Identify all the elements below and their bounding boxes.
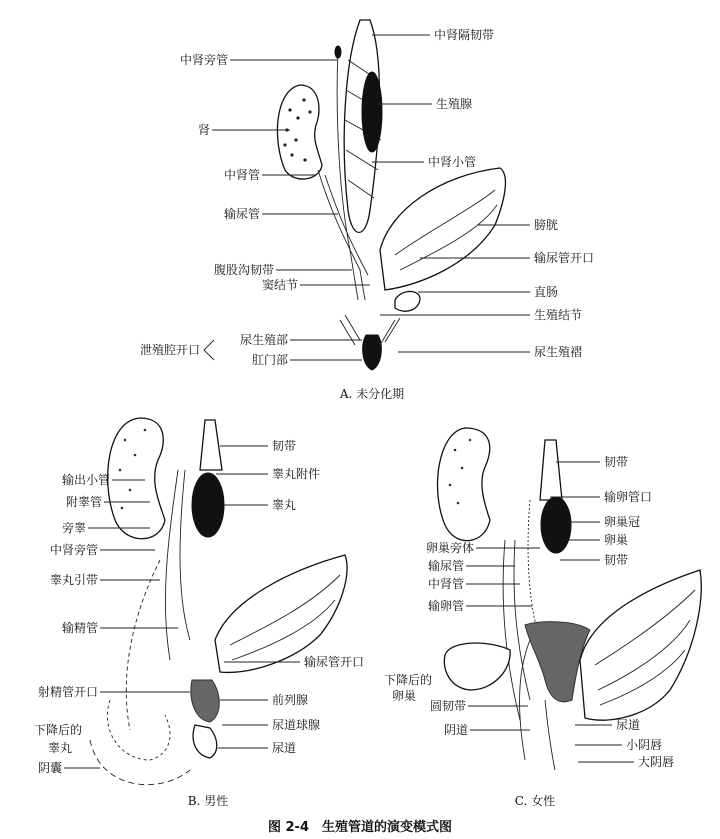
label-scrotum: 阴囊 [37, 761, 62, 775]
label-mesonephric-tubules: 中肾小管 [428, 155, 477, 169]
rectum-shape [395, 291, 420, 311]
label-round-ligament: 圆韧带 [429, 699, 466, 713]
label-epididymis-duct: 附睾管 [65, 495, 102, 509]
label-sinus-tubercle: 窦结节 [261, 278, 298, 292]
label-labia-minora: 小阴唇 [626, 738, 663, 752]
label-ovary-crown: 卵巢冠 [604, 515, 641, 529]
bladder-shape [380, 168, 505, 290]
label-descended-testis-1: 下降后的 [33, 723, 82, 737]
label-mesonephric-para-duct-b: 中肾旁管 [49, 543, 98, 557]
prostate-shape [191, 680, 219, 722]
label-urethra-c: 尿道 [616, 718, 641, 732]
label-paroophoron: 卵巢旁体 [425, 541, 474, 555]
label-appendix-testis: 睾丸附件 [272, 467, 321, 481]
urethra-shape [193, 725, 217, 758]
label-mesonephric-duct-c: 中肾管 [427, 577, 464, 591]
descended-ovary-shape [444, 643, 510, 690]
label-genital-tubercle: 生殖结节 [534, 308, 583, 322]
label-diaphragmatic-ligament: 中肾隔韧带 [434, 28, 495, 42]
label-anal-part: 肛门部 [251, 353, 288, 367]
bladder-shape-c [580, 570, 701, 720]
label-ureter: 输尿管 [223, 207, 260, 221]
label-gonad: 生殖腺 [436, 97, 473, 111]
figure-title: 图 2-4 生殖管道的演变模式图 [267, 820, 453, 835]
panel-c [438, 428, 702, 770]
label-rectum: 直肠 [534, 285, 559, 299]
label-ureter-opening: 输尿管开口 [534, 251, 595, 265]
ovary-shape [541, 497, 571, 553]
label-ligament-b: 韧带 [272, 439, 297, 453]
label-ovary: 卵巢 [604, 533, 629, 547]
label-ejaculatory-opening: 射精管开口 [37, 685, 98, 699]
label-oviduct-opening: 输卵管口 [604, 490, 653, 504]
label-inguinal-ligament: 腹股沟韧带 [213, 263, 274, 277]
kidney-shape [277, 85, 322, 179]
label-prostate: 前列腺 [272, 693, 309, 707]
label-ureter-c: 输尿管 [427, 559, 464, 573]
caption-panel-c: C. 女性 [514, 794, 556, 808]
label-mesonephric-duct: 中肾管 [223, 168, 260, 182]
label-bulbourethral: 尿道球腺 [272, 718, 321, 732]
label-ureter-opening-b: 输尿管开口 [304, 655, 365, 669]
caption-panel-a: A. 未分化期 [339, 387, 405, 401]
label-kidney: 肾 [197, 123, 210, 137]
kidney-shape-b [108, 418, 165, 539]
label-paradidymis: 旁睾 [61, 521, 86, 535]
kidney-shape-c [438, 428, 490, 541]
label-urethra-b: 尿道 [272, 741, 297, 755]
label-ligament-side-c: 韧带 [604, 553, 629, 567]
label-descended-ovary-1: 下降后的 [383, 673, 432, 687]
testis-shape [192, 473, 224, 537]
label-vas-deferens: 输精管 [61, 621, 98, 635]
label-labia-majora: 大阴唇 [638, 755, 675, 769]
label-mesonephric-duct-para: 中肾旁管 [179, 53, 228, 67]
ligament-strip-c [540, 440, 562, 500]
label-ligament-top-c: 韧带 [604, 455, 629, 469]
cloaca-shape [363, 335, 382, 370]
label-urogenital-fold: 尿生殖褶 [534, 345, 583, 359]
label-descended-testis-2: 睾丸 [47, 741, 72, 755]
caption-panel-b: B. 男性 [187, 794, 229, 808]
label-bladder: 膀胱 [534, 218, 559, 232]
label-cloaca-opening: 泄殖腔开口 [139, 343, 200, 357]
label-testis: 睾丸 [272, 498, 297, 512]
label-urogenital-part: 尿生殖部 [239, 333, 288, 347]
gonad-core [362, 72, 382, 152]
label-oviduct: 输卵管 [427, 599, 464, 613]
label-efferent-ductules: 输出小管 [61, 473, 110, 487]
label-descended-ovary-2: 卵巢 [391, 689, 416, 703]
panel-a [277, 20, 505, 370]
label-vagina: 阴道 [443, 723, 468, 737]
ligament-strip-b [200, 420, 222, 470]
label-gubernaculum: 睾丸引带 [49, 573, 98, 587]
